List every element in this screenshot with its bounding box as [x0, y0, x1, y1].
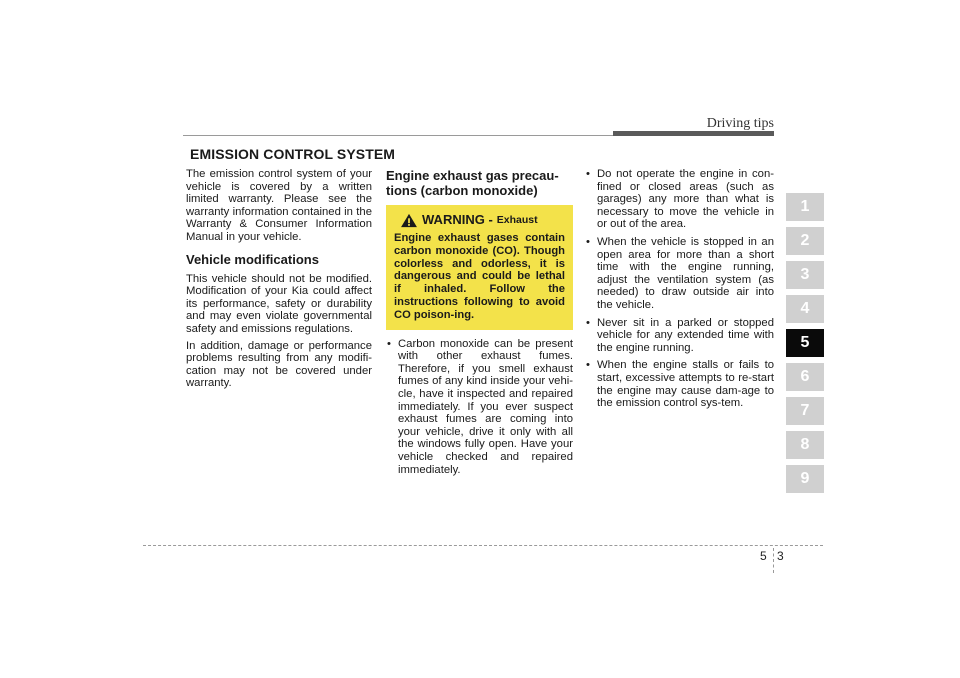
chapter-tab-6[interactable]: 6	[786, 363, 824, 391]
chapter-tab-7[interactable]: 7	[786, 397, 824, 425]
warning-body: Engine exhaust gases contain carbon monoxide (CO). Though colorless and odorless, it is dangerous and could be lethal if inhaled. Follow the instructions following to avoid CO poison-ing.	[394, 232, 565, 321]
section-title: EMISSION CONTROL SYSTEM	[190, 146, 396, 162]
column-1	[186, 168, 372, 390]
chapter-tab-3[interactable]: 3	[786, 261, 824, 289]
chapter-tabs	[786, 193, 824, 499]
modifications-paragraph-2: In addition, damage or performance problems resulting from any modifi-cation may not be covered under warranty.	[186, 339, 372, 390]
warning-triangle-icon	[400, 213, 418, 228]
footer-page-number: 3	[777, 549, 784, 563]
list-item: • When the vehicle is stopped in an open area for more than a short time with the engine running, adjust the ventilation system (as needed) to draw outside air into the vehicle.	[586, 235, 774, 311]
footer-chapter-number: 5	[760, 549, 767, 563]
header-rule	[183, 135, 613, 136]
footer-divider	[773, 548, 774, 573]
modifications-paragraph-1: This vehicle should not be modified. Modification of your Kia could affect its performance, safety or durability and may even violate governmental safety and emissions regulations.	[186, 272, 372, 335]
chapter-tab-1[interactable]: 1	[786, 193, 824, 221]
warning-title: WARNING -	[422, 212, 493, 228]
chapter-tab-8[interactable]: 8	[786, 431, 824, 459]
warning-subtitle: Exhaust	[496, 214, 538, 227]
header-rule-accent	[613, 131, 774, 136]
list-item: • Carbon monoxide can be present with other exhaust fumes. Therefore, if you smell exhaust fumes of any kind inside your vehi-cle, have it inspected and repaired immediately. If you ever suspect exhaust fumes are coming into your vehicle, drive it only with all the windows fully open. Have your vehicle checked and repaired immediately.	[387, 337, 573, 476]
column-2	[386, 168, 573, 481]
chapter-tab-4[interactable]: 4	[786, 295, 824, 323]
warning-header	[400, 213, 565, 228]
footer-rule	[143, 545, 823, 546]
exhaust-precautions-heading: Engine exhaust gas precau-tions (carbon monoxide)	[386, 168, 559, 198]
list-item: • Never sit in a parked or stopped vehicle for any extended time with the engine running.	[586, 316, 774, 354]
warning-box	[386, 205, 573, 330]
chapter-tab-2[interactable]: 2	[786, 227, 824, 255]
intro-paragraph: The emission control system of your vehicle is covered by a written limited warranty. Please see the warranty information contained in the Warranty & Consumer Information Manual in your vehicle.	[186, 168, 372, 243]
vehicle-modifications-heading: Vehicle modifications	[186, 251, 319, 267]
chapter-tab-5[interactable]: 5	[786, 329, 824, 357]
list-item: • Do not operate the engine in con-fined or closed areas (such as garages) any more than what is necessary to move the vehicle in or out of the area.	[586, 168, 774, 231]
safety-bullet-list	[585, 168, 774, 410]
exhaust-bullet-list	[386, 338, 573, 477]
chapter-tab-9[interactable]: 9	[786, 465, 824, 493]
list-item: • When the engine stalls or fails to start, excessive attempts to re-start the engine may cause dam-age to the emission control sys-tem.	[586, 359, 774, 410]
running-header: Driving tips	[706, 116, 774, 131]
column-3	[585, 168, 774, 415]
